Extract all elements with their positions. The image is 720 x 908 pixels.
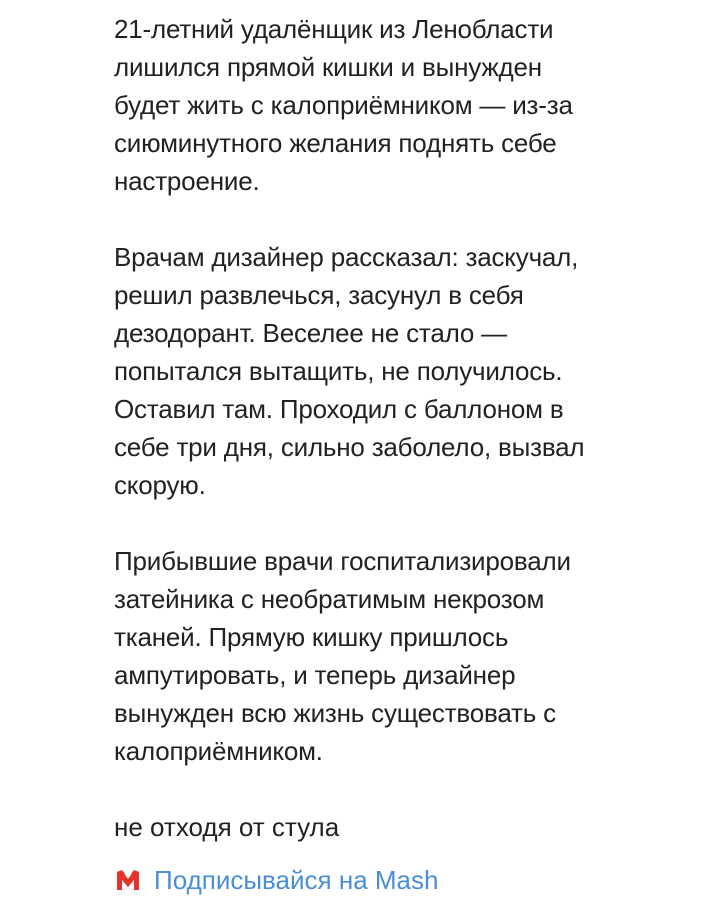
post-paragraph-3: Прибывшие врачи госпитализировали затейника с необратимым некрозом тканей. Прямую кишку пришлось ампутировать, и теперь дизайнер вынужден всю жизнь существовать с калоприёмником. — [114, 546, 571, 766]
post-paragraph-2: Врачам дизайнер рассказал: заскучал, решил развлечься, засунул в себя дезодорант. Веселее не стало — попытался вытащить, не получилось. Оставил там. Проходил с баллоном в себе три дня, сильно заболело, вызвал скорую. — [114, 242, 585, 500]
mash-logo-icon — [114, 867, 142, 893]
post-body — [114, 10, 674, 846]
subscribe-footer — [114, 860, 438, 900]
post-paragraph-1: 21-летний удалёнщик из Ленобласти лишился прямой кишки и вынужден будет жить с калоприёмником — из-за сиюминутного желания поднять себе настроение. — [114, 14, 573, 196]
post-signature: не отходя от стула — [114, 812, 340, 842]
subscribe-mash-link[interactable]: Подписывайся на Mash — [154, 865, 439, 895]
